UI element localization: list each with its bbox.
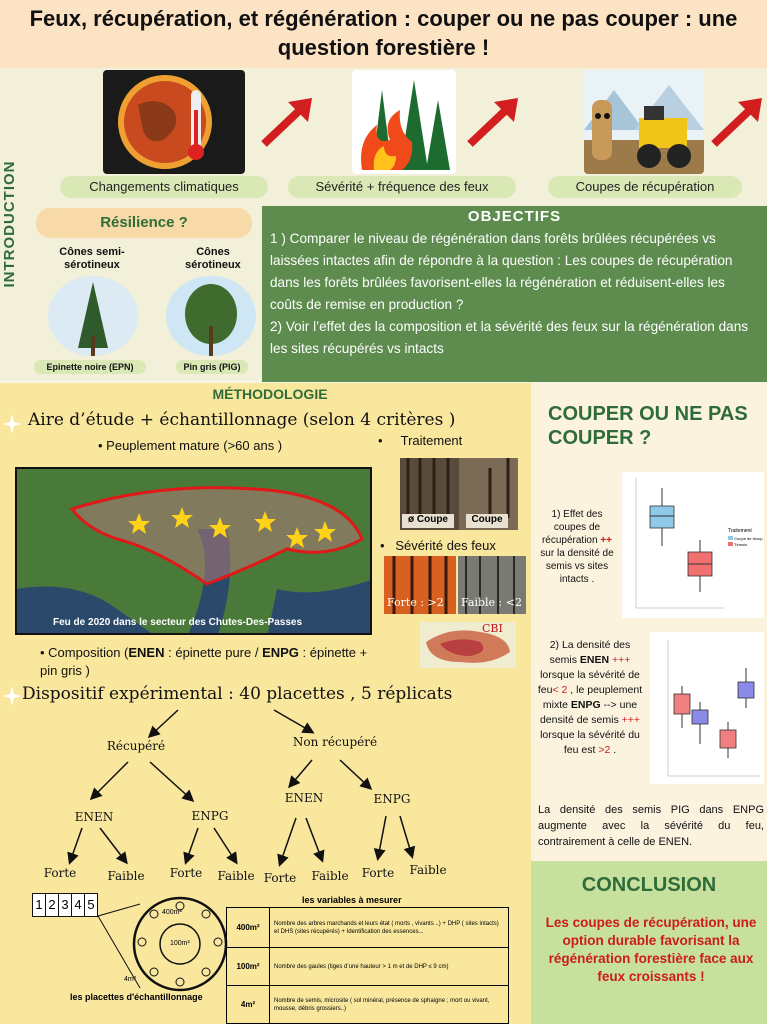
leaf-faible: Faible <box>217 869 255 883</box>
node-enen-recovered: ENEN <box>74 810 114 824</box>
high-severity-image <box>384 556 456 614</box>
replicate-box: 2 <box>46 893 59 917</box>
objectives-text <box>270 228 760 360</box>
species-tag-pig: Pin gris (PIG) <box>176 360 248 374</box>
objectives-panel <box>262 206 767 382</box>
low-severity-image <box>458 556 526 614</box>
chart1-legend-item: Coupe de récup <box>728 536 764 541</box>
objective-1: 1 ) Comparer le niveau de régénération dans forêts brûlées récupérées vs laissées intactes afin de répondre à la question : Les coupes de récupération dans les forêts brûlées favorisent-elles la régénération et réduisent-elles les coûts de remise en production ? <box>270 231 733 312</box>
area-cell: 4m² <box>227 986 270 1024</box>
cut-label: Coupe <box>466 514 508 528</box>
result-2-text: 2) La densité des semis ENEN +++ lorsque la sévérité de feu< 2 , le peuplement mixte ENPG --> une densité de semis +++ lorsque la sévérité du feu est >2 . <box>537 639 643 756</box>
sparkle-icon <box>2 414 22 434</box>
criterion-composition: • Composition (ENEN : épinette pure / ENPG : épinette + pin gris ) <box>40 645 368 678</box>
intro-label: INTRODUCTION <box>1 160 18 288</box>
poster-title: Feux, récupération, et régénération : couper ou ne pas couper : une question forestière ! <box>29 6 738 60</box>
species-tag-epn: Epinette noire (EPN) <box>34 360 146 374</box>
conclusion-title: CONCLUSION <box>581 874 717 896</box>
node-enpg-recovered: ENPG <box>191 809 229 823</box>
cone-label-serotinous: Cônes sérotineux <box>185 246 241 271</box>
low-severity-label: Faible : <2 <box>461 596 522 609</box>
cone-label-semi: Cônes semi-sérotineux <box>59 246 125 271</box>
forest-fire-image <box>352 70 456 174</box>
plots-caption: les placettes d'échantillonnage <box>70 992 203 1002</box>
up-arrow-icon <box>464 92 524 152</box>
black-spruce-image <box>48 276 138 356</box>
up-arrow-icon <box>258 92 318 152</box>
area-100-label: 100m² <box>170 940 190 947</box>
table-row <box>227 986 509 1024</box>
chart1-legend-title: Traitement <box>728 528 752 534</box>
leaf-faible: Faible <box>311 869 349 883</box>
objective-2: 2) Voir l’effet des la composition et la sévérité des feux sur la régénération dans les sites récupérés vs intacts <box>270 319 749 356</box>
chart1-legend-item: Témoin <box>728 542 764 547</box>
factor-climate: Changements climatiques <box>60 176 268 198</box>
desc-cell: Nombre des gaules (tiges d’une hauteur > 1 m et de DHP ≤ 9 cm) <box>270 948 509 986</box>
boxplot-chart-1 <box>622 472 764 618</box>
area-4-label: 4m² <box>124 976 137 983</box>
variables-table <box>226 907 509 1024</box>
area-400-label: 400m² <box>162 909 182 916</box>
objectives-title: OBJECTIFS <box>467 208 562 225</box>
table-row <box>227 948 509 986</box>
replicate-box: 1 <box>32 893 46 917</box>
jack-pine-image <box>166 276 256 356</box>
node-enpg-intact: ENPG <box>373 792 411 806</box>
node-enen-intact: ENEN <box>284 791 324 805</box>
study-area-map <box>15 467 372 635</box>
leaf-faible: Faible <box>107 869 145 883</box>
factor-salvage: Coupes de récupération <box>548 176 742 198</box>
leaf-forte: Forte <box>361 866 395 880</box>
results-title: COUPER OU NE PAS COUPER ? <box>548 403 748 449</box>
replicate-box: 4 <box>72 893 85 917</box>
criterion-severity: • Sévérité des feux <box>380 538 496 553</box>
no-cut-label: ø Coupe <box>402 514 454 528</box>
leaf-forte: Forte <box>169 866 203 880</box>
experimental-design-heading: Dispositif expérimental : 40 placettes , 5 réplicats <box>22 684 453 704</box>
leaf-faible: Faible <box>409 863 447 877</box>
node-recovered: Récupéré <box>106 739 166 753</box>
result-3-text: La densité des semis PIG dans ENPG augmente avec la sévérité du feu, contrairement à celle de ENEN. <box>538 804 764 848</box>
criterion-mature: • Peuplement mature (>60 ans ) <box>98 438 283 453</box>
conclusion-text: Les coupes de récupération, une option durable favorisant la régénération forestière face aux feux croissants ! <box>545 915 757 984</box>
study-area-heading: Aire d’étude + échantillonnage (selon 4 critères ) <box>28 410 456 430</box>
climate-change-image <box>103 70 245 174</box>
method-title: MÉTHODOLOGIE <box>212 386 328 402</box>
resilience-label: Résilience ? <box>36 208 252 238</box>
node-not-recovered: Non récupéré <box>292 735 378 749</box>
desc-cell: Nombre des arbres marchands et leurs état ( morts , vivants ..) + DHP ( sites intacts) et DHS (sites récupérés) + Identification des essences... <box>270 908 509 948</box>
leaf-forte: Forte <box>43 866 77 880</box>
criterion-treatment: • Traitement <box>378 433 463 448</box>
replicate-box: 5 <box>85 893 98 917</box>
leaf-forte: Forte <box>263 871 297 885</box>
variables-title: les variables à mesurer <box>302 895 402 905</box>
results-section <box>531 383 767 861</box>
factor-fire: Sévérité + fréquence des feux <box>288 176 516 198</box>
cbi-map <box>420 622 516 668</box>
result-1-text: 1) Effet des coupes de récupération ++ sur la densité de semis vs sites intacts . <box>540 509 614 585</box>
boxplot-chart-2 <box>650 632 764 784</box>
replicate-box: 3 <box>59 893 72 917</box>
salvage-logging-image <box>584 70 704 174</box>
area-cell: 400m² <box>227 908 270 948</box>
map-caption: Feu de 2020 dans le secteur des Chutes-Des-Passes <box>53 617 303 628</box>
high-severity-label: Forte : >2 <box>387 596 444 609</box>
cbi-label: CBI <box>482 622 503 635</box>
area-cell: 100m² <box>227 948 270 986</box>
up-arrow-icon <box>708 92 767 152</box>
desc-cell: Nombre de semis, microsite ( sol minéral, présence de sphaigne ; mort ou vivant, mousse, débris grossiers..) <box>270 986 509 1024</box>
table-row <box>227 908 509 948</box>
treatment-image <box>400 458 518 530</box>
